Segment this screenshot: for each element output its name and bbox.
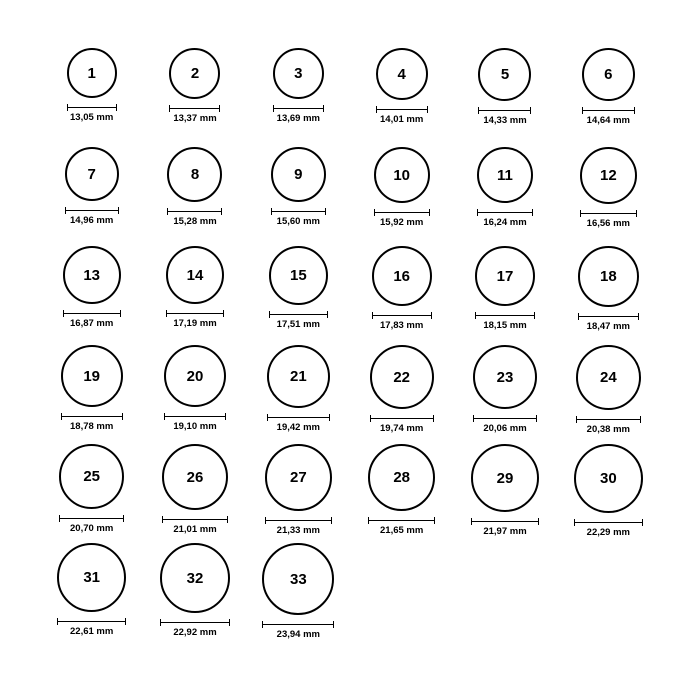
ring-size-cell[interactable]	[143, 48, 246, 124]
ring-measure	[582, 107, 635, 126]
ring-measure	[57, 618, 126, 637]
caliper-icon	[374, 209, 430, 216]
ring-diameter-label: 15,28 mm	[173, 216, 217, 227]
caliper-bar	[166, 313, 224, 314]
ring-measure	[477, 209, 533, 228]
caliper-tick-right	[538, 518, 539, 525]
ring-diameter-label: 22,92 mm	[173, 627, 217, 638]
ring-size-number: 33	[289, 570, 307, 588]
ring-measure	[262, 621, 334, 640]
ring-size-number: 3	[294, 65, 303, 82]
ring-diameter-label: 21,65 mm	[380, 525, 424, 536]
ring-diameter-label: 20,38 mm	[586, 424, 630, 435]
ring-circle	[169, 48, 220, 99]
ring-circle	[167, 147, 222, 202]
caliper-tick-right	[223, 310, 224, 317]
ring-circle	[576, 345, 641, 410]
ring-size-cell[interactable]	[453, 147, 556, 228]
ring-circle	[372, 246, 432, 306]
caliper-bar	[374, 212, 430, 213]
ring-size-cell[interactable]	[40, 543, 143, 637]
caliper-bar	[582, 110, 635, 111]
ring-size-cell[interactable]	[247, 345, 350, 433]
caliper-tick-right	[638, 313, 639, 320]
ring-diameter-label: 20,70 mm	[70, 523, 114, 534]
caliper-tick-left	[267, 414, 268, 421]
ring-measure	[271, 208, 326, 227]
caliper-tick-left	[265, 517, 266, 524]
caliper-bar	[65, 210, 119, 211]
ring-size-cell[interactable]	[143, 543, 246, 638]
ring-measure	[574, 519, 643, 538]
ring-size-number: 25	[83, 468, 100, 485]
ring-size-number: 13	[83, 266, 100, 284]
ring-circle	[477, 147, 533, 203]
ring-circle	[59, 444, 124, 509]
caliper-bar	[59, 518, 124, 519]
caliper-bar	[162, 519, 228, 520]
ring-size-cell[interactable]	[557, 48, 660, 126]
caliper-bar	[167, 211, 222, 212]
caliper-tick-right	[325, 208, 326, 215]
ring-size-cell[interactable]	[350, 246, 453, 331]
ring-diameter-label: 13,37 mm	[173, 113, 217, 124]
ring-measure	[273, 105, 324, 124]
caliper-tick-right	[640, 416, 641, 423]
caliper-tick-left	[67, 104, 68, 111]
caliper-tick-left	[574, 519, 575, 526]
caliper-tick-left	[169, 105, 170, 112]
ring-measure	[372, 312, 432, 331]
ring-measure	[169, 105, 220, 124]
ring-measure	[160, 619, 230, 638]
ring-diameter-label: 20,06 mm	[483, 423, 527, 434]
caliper-tick-right	[116, 104, 117, 111]
ring-diameter-label: 14,01 mm	[380, 114, 424, 125]
ring-diameter-label: 14,64 mm	[586, 115, 630, 126]
caliper-icon	[265, 517, 332, 524]
ring-circle	[374, 147, 430, 203]
ring-diameter-label: 18,78 mm	[70, 421, 114, 432]
caliper-tick-left	[166, 310, 167, 317]
caliper-icon	[59, 515, 124, 522]
caliper-tick-left	[368, 517, 369, 524]
caliper-tick-right	[532, 209, 533, 216]
ring-size-cell[interactable]	[557, 147, 660, 229]
caliper-icon	[57, 618, 126, 625]
ring-size-number: 7	[87, 165, 96, 183]
caliper-tick-left	[164, 413, 165, 420]
ring-size-number: 26	[186, 468, 204, 486]
ring-size-cell[interactable]	[453, 444, 556, 537]
ring-diameter-label: 13,05 mm	[70, 112, 114, 123]
caliper-bar	[67, 107, 117, 108]
caliper-bar	[576, 419, 641, 420]
caliper-icon	[471, 518, 539, 525]
ring-size-number: 22	[393, 368, 410, 386]
ring-size-number: 29	[496, 469, 514, 487]
caliper-tick-right	[536, 415, 537, 422]
caliper-tick-left	[471, 518, 472, 525]
ring-diameter-label: 16,24 mm	[483, 217, 527, 228]
ring-circle	[262, 543, 334, 615]
ring-size-number: 21	[289, 368, 307, 385]
ring-size-cell[interactable]	[143, 147, 246, 227]
caliper-bar	[57, 621, 126, 622]
ring-size-number: 23	[496, 368, 514, 386]
ring-size-number: 30	[599, 470, 617, 487]
caliper-tick-left	[374, 209, 375, 216]
caliper-icon	[160, 619, 230, 626]
caliper-tick-right	[225, 413, 226, 420]
caliper-bar	[574, 522, 643, 523]
ring-measure	[167, 208, 222, 227]
caliper-tick-right	[118, 207, 119, 214]
caliper-tick-left	[160, 619, 161, 626]
ring-size-grid	[40, 48, 660, 642]
caliper-bar	[475, 315, 535, 316]
caliper-icon	[65, 207, 119, 214]
caliper-tick-left	[376, 106, 377, 113]
caliper-tick-right	[327, 311, 328, 318]
caliper-tick-left	[167, 208, 168, 215]
ring-size-number: 14	[186, 266, 204, 284]
caliper-tick-left	[65, 207, 66, 214]
ring-size-number: 15	[289, 267, 307, 284]
ring-size-cell[interactable]	[247, 48, 350, 124]
ring-circle	[65, 147, 119, 201]
caliper-icon	[473, 415, 537, 422]
ring-circle	[475, 246, 535, 306]
ring-size-number: 24	[599, 369, 617, 386]
ring-circle	[574, 444, 643, 513]
caliper-tick-left	[269, 311, 270, 318]
ring-circle	[267, 345, 330, 408]
ring-size-number: 20	[186, 367, 204, 385]
ring-diameter-label: 19,74 mm	[380, 423, 424, 434]
ring-size-number: 9	[294, 166, 303, 183]
caliper-bar	[273, 108, 324, 109]
caliper-icon	[580, 210, 637, 217]
ring-measure	[65, 207, 119, 226]
ring-measure	[368, 517, 435, 536]
ring-circle	[160, 543, 230, 613]
ring-measure	[580, 210, 637, 229]
caliper-icon	[63, 310, 121, 317]
ring-diameter-label: 18,15 mm	[483, 320, 527, 331]
ring-size-number: 31	[83, 569, 100, 586]
ring-size-cell[interactable]	[247, 444, 350, 536]
caliper-bar	[61, 416, 123, 417]
caliper-icon	[267, 414, 330, 421]
caliper-tick-left	[273, 105, 274, 112]
ring-size-number: 6	[604, 66, 613, 83]
ring-measure	[478, 107, 531, 126]
caliper-tick-left	[475, 312, 476, 319]
ring-diameter-label: 23,94 mm	[276, 629, 320, 640]
ring-diameter-label: 14,96 mm	[70, 215, 114, 226]
ring-measure	[376, 106, 428, 125]
caliper-tick-right	[530, 107, 531, 114]
ring-circle	[471, 444, 539, 512]
ring-size-cell[interactable]	[247, 543, 350, 640]
caliper-bar	[477, 212, 533, 213]
ring-diameter-label: 16,87 mm	[70, 318, 114, 329]
ring-size-number: 11	[497, 166, 513, 184]
ring-diameter-label: 14,33 mm	[483, 115, 527, 126]
ring-size-cell[interactable]	[453, 246, 556, 331]
ring-measure	[370, 415, 434, 434]
ring-circle	[61, 345, 123, 407]
caliper-tick-right	[219, 105, 220, 112]
caliper-tick-left	[478, 107, 479, 114]
ring-diameter-label: 19,10 mm	[173, 421, 217, 432]
ring-size-number: 32	[186, 569, 204, 587]
ring-size-cell[interactable]	[40, 48, 143, 123]
ring-size-number: 17	[496, 267, 514, 285]
caliper-tick-right	[221, 208, 222, 215]
caliper-icon	[167, 208, 222, 215]
caliper-tick-left	[473, 415, 474, 422]
ring-diameter-label: 17,51 mm	[276, 319, 320, 330]
ring-measure	[576, 416, 641, 435]
caliper-bar	[271, 211, 326, 212]
ring-diameter-label: 17,83 mm	[380, 320, 424, 331]
caliper-icon	[164, 413, 226, 420]
caliper-tick-right	[125, 618, 126, 625]
ring-size-cell[interactable]	[40, 246, 143, 329]
caliper-icon	[576, 416, 641, 423]
ring-measure	[59, 515, 124, 534]
caliper-tick-right	[636, 210, 637, 217]
ring-size-cell[interactable]	[350, 444, 453, 536]
ring-diameter-label: 17,19 mm	[173, 318, 217, 329]
ring-circle	[67, 48, 117, 98]
ring-size-cell[interactable]	[350, 147, 453, 228]
caliper-bar	[478, 110, 531, 111]
ring-size-number: 12	[599, 167, 617, 184]
caliper-icon	[578, 313, 639, 320]
ring-diameter-label: 15,92 mm	[380, 217, 424, 228]
ring-size-cell[interactable]	[350, 345, 453, 434]
ring-size-cell[interactable]	[350, 48, 453, 125]
ring-diameter-label: 13,69 mm	[276, 113, 320, 124]
caliper-icon	[477, 209, 533, 216]
caliper-tick-left	[370, 415, 371, 422]
ring-size-cell[interactable]	[557, 345, 660, 435]
ring-circle	[580, 147, 637, 204]
caliper-icon	[370, 415, 434, 422]
ring-size-number: 27	[289, 469, 307, 486]
caliper-bar	[164, 416, 226, 417]
caliper-tick-left	[61, 413, 62, 420]
caliper-tick-right	[634, 107, 635, 114]
caliper-bar	[580, 213, 637, 214]
caliper-bar	[169, 108, 220, 109]
ring-size-cell[interactable]	[247, 246, 350, 330]
caliper-tick-right	[329, 414, 330, 421]
caliper-tick-right	[120, 310, 121, 317]
caliper-tick-right	[429, 209, 430, 216]
caliper-bar	[160, 622, 230, 623]
ring-measure	[63, 310, 121, 329]
caliper-bar	[471, 521, 539, 522]
caliper-tick-right	[123, 515, 124, 522]
ring-circle	[582, 48, 635, 101]
ring-measure	[471, 518, 539, 537]
caliper-tick-right	[122, 413, 123, 420]
ring-circle	[578, 246, 639, 307]
ring-diameter-label: 19,42 mm	[276, 422, 320, 433]
caliper-tick-left	[576, 416, 577, 423]
ring-size-cell[interactable]	[40, 444, 143, 534]
ring-size-cell[interactable]	[453, 48, 556, 126]
ring-circle	[273, 48, 324, 99]
ring-size-cell[interactable]	[557, 246, 660, 332]
ring-size-cell[interactable]	[143, 246, 246, 329]
caliper-tick-right	[427, 106, 428, 113]
caliper-bar	[473, 418, 537, 419]
caliper-icon	[269, 311, 328, 318]
ring-circle	[57, 543, 126, 612]
caliper-tick-left	[162, 516, 163, 523]
caliper-bar	[372, 315, 432, 316]
ring-circle	[162, 444, 228, 510]
caliper-tick-left	[578, 313, 579, 320]
ring-circle	[370, 345, 434, 409]
ring-measure	[473, 415, 537, 434]
caliper-bar	[265, 520, 332, 521]
ring-size-cell[interactable]	[557, 444, 660, 538]
ring-diameter-label: 21,33 mm	[276, 525, 320, 536]
caliper-icon	[262, 621, 334, 628]
caliper-tick-right	[331, 517, 332, 524]
ring-size-number: 2	[190, 65, 200, 82]
ring-size-number: 10	[393, 166, 410, 184]
ring-diameter-label: 22,61 mm	[70, 626, 114, 637]
ring-measure	[475, 312, 535, 331]
caliper-bar	[370, 418, 434, 419]
caliper-tick-right	[333, 621, 334, 628]
ring-size-cell[interactable]	[40, 147, 143, 226]
ring-diameter-label: 21,01 mm	[173, 524, 217, 535]
caliper-tick-right	[642, 519, 643, 526]
caliper-tick-left	[57, 618, 58, 625]
caliper-tick-right	[434, 517, 435, 524]
caliper-bar	[376, 109, 428, 110]
ring-measure	[61, 413, 123, 432]
ring-size-number: 5	[500, 66, 510, 83]
ring-measure	[166, 310, 224, 329]
ring-size-number: 4	[397, 65, 406, 83]
ring-circle	[164, 345, 226, 407]
ring-measure	[578, 313, 639, 332]
caliper-bar	[578, 316, 639, 317]
ring-size-number: 16	[393, 267, 410, 285]
caliper-icon	[478, 107, 531, 114]
ring-circle	[271, 147, 326, 202]
caliper-tick-right	[227, 516, 228, 523]
ring-size-cell[interactable]	[40, 345, 143, 432]
ring-circle	[368, 444, 435, 511]
ring-size-number: 28	[393, 469, 410, 486]
ring-size-cell[interactable]	[453, 345, 556, 434]
caliper-tick-left	[582, 107, 583, 114]
caliper-bar	[269, 314, 328, 315]
ring-diameter-label: 21,97 mm	[483, 526, 527, 537]
ring-circle	[265, 444, 332, 511]
caliper-tick-left	[271, 208, 272, 215]
caliper-bar	[267, 417, 330, 418]
caliper-icon	[582, 107, 635, 114]
caliper-tick-left	[63, 310, 64, 317]
ring-measure	[267, 414, 330, 433]
caliper-icon	[166, 310, 224, 317]
caliper-icon	[169, 105, 220, 112]
caliper-icon	[61, 413, 123, 420]
caliper-tick-left	[59, 515, 60, 522]
ring-size-cell[interactable]	[143, 345, 246, 432]
caliper-icon	[273, 105, 324, 112]
caliper-bar	[262, 624, 334, 625]
caliper-tick-left	[372, 312, 373, 319]
caliper-tick-right	[534, 312, 535, 319]
caliper-tick-left	[580, 210, 581, 217]
ring-measure	[67, 104, 117, 123]
caliper-tick-right	[229, 619, 230, 626]
caliper-tick-left	[477, 209, 478, 216]
caliper-icon	[67, 104, 117, 111]
ring-circle	[166, 246, 224, 304]
caliper-icon	[372, 312, 432, 319]
ring-diameter-label: 18,47 mm	[586, 321, 630, 332]
caliper-icon	[376, 106, 428, 113]
ring-measure	[265, 517, 332, 536]
ring-size-number: 8	[190, 166, 200, 183]
caliper-tick-left	[262, 621, 263, 628]
ring-measure	[374, 209, 430, 228]
ring-circle	[473, 345, 537, 409]
ring-diameter-label: 22,29 mm	[586, 527, 630, 538]
ring-circle	[63, 246, 121, 304]
caliper-icon	[368, 517, 435, 524]
caliper-icon	[574, 519, 643, 526]
ring-size-cell[interactable]	[247, 147, 350, 227]
ring-measure	[164, 413, 226, 432]
ring-circle	[269, 246, 328, 305]
caliper-tick-right	[433, 415, 434, 422]
ring-size-number: 18	[599, 268, 617, 285]
caliper-bar	[63, 313, 121, 314]
ring-diameter-label: 16,56 mm	[586, 218, 630, 229]
caliper-icon	[271, 208, 326, 215]
caliper-bar	[368, 520, 435, 521]
ring-measure	[162, 516, 228, 535]
ring-size-number: 19	[83, 367, 100, 385]
caliper-icon	[475, 312, 535, 319]
ring-circle	[478, 48, 531, 101]
ring-measure	[269, 311, 328, 330]
caliper-tick-right	[431, 312, 432, 319]
ring-size-number: 1	[87, 64, 96, 82]
caliper-tick-right	[323, 105, 324, 112]
ring-size-cell[interactable]	[143, 444, 246, 535]
caliper-icon	[162, 516, 228, 523]
ring-diameter-label: 15,60 mm	[276, 216, 320, 227]
ring-circle	[376, 48, 428, 100]
